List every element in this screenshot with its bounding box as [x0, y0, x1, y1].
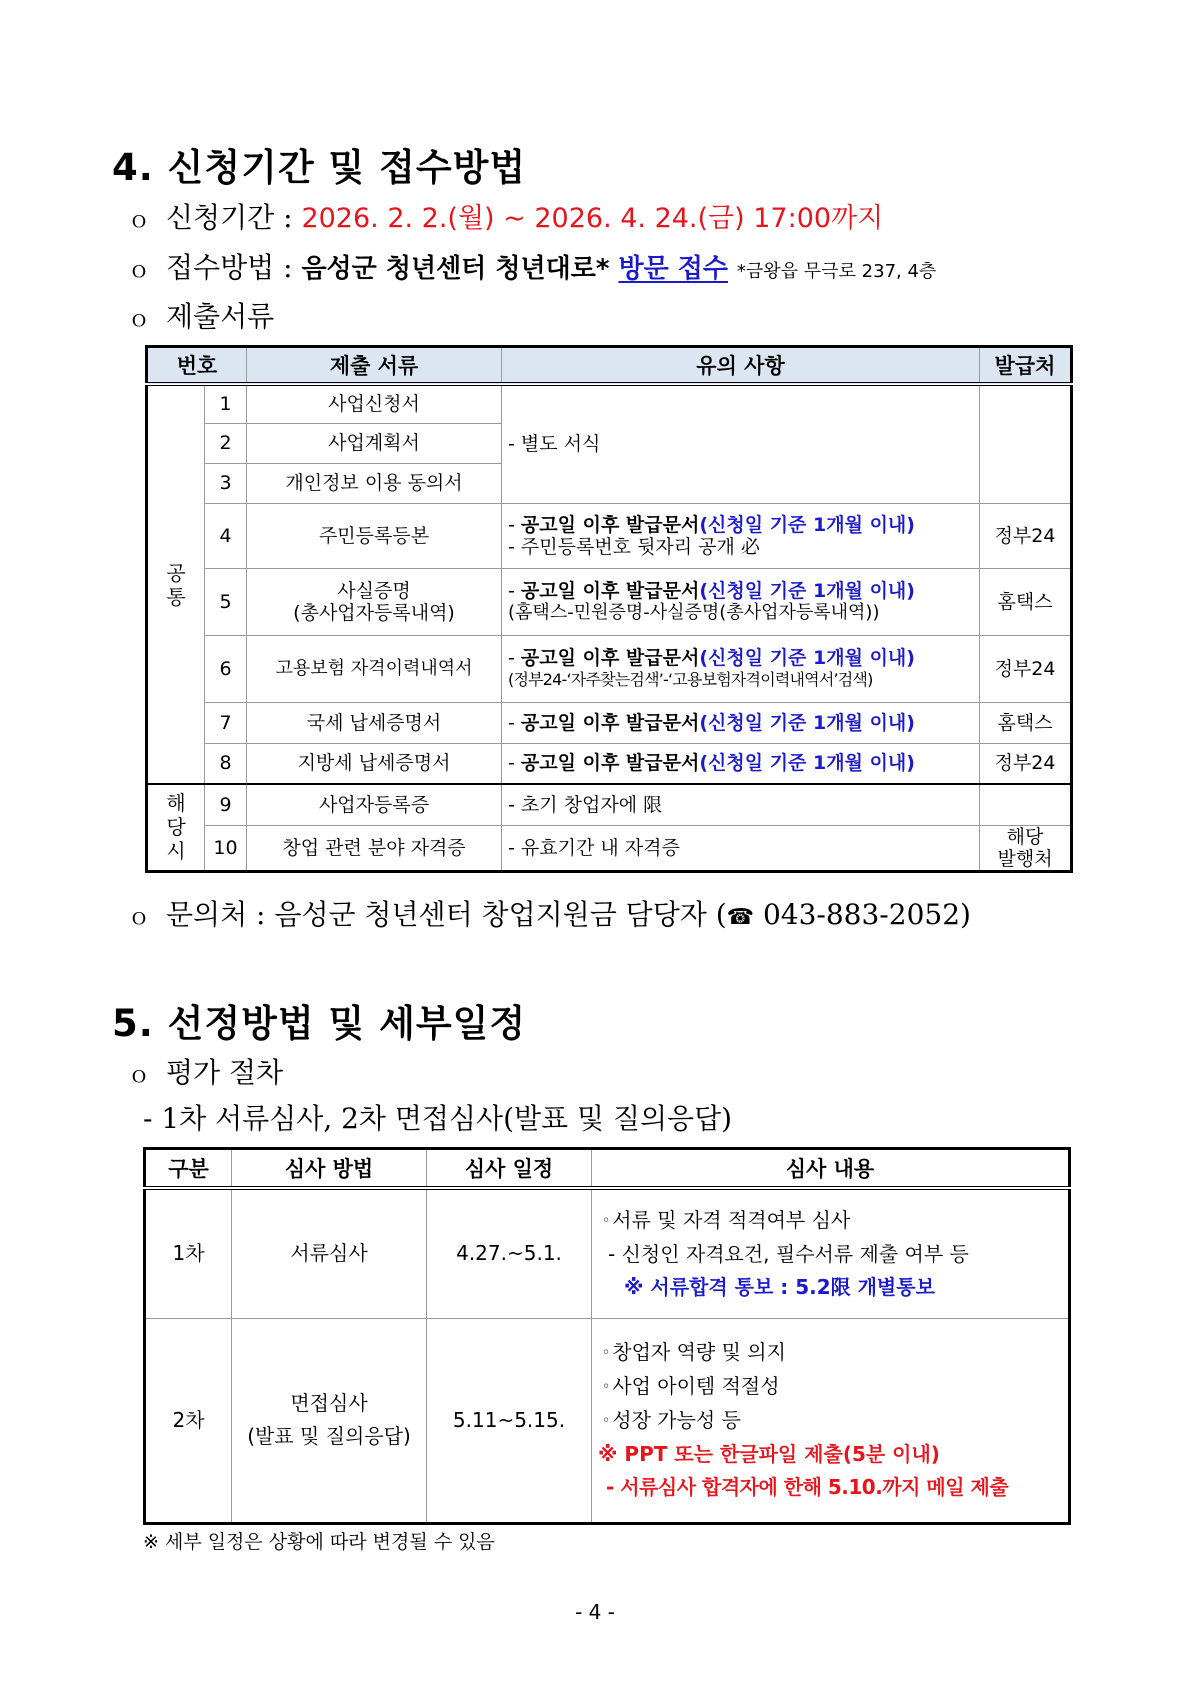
- bullet-icon: ｏ: [128, 1063, 151, 1088]
- method-way: 방문 접수: [618, 254, 728, 284]
- footnote: ※ 세부 일정은 상황에 따라 변경될 수 있음: [143, 1531, 495, 1553]
- stage: 1차: [145, 1188, 232, 1318]
- row-document: 지방세 납세증명서: [247, 743, 502, 784]
- row-number: 8: [205, 743, 247, 784]
- row-notes: - 공고일 이후 발급문서(신청일 기준 1개월 이내): [502, 702, 980, 743]
- table-row: [147, 384, 1072, 423]
- row-issuer: 정부24: [980, 635, 1072, 702]
- procedure-label: 평가 절차: [166, 1056, 284, 1089]
- row-issuer: 해당 발행처: [980, 825, 1072, 871]
- header-schedule: 심사 일정: [427, 1149, 592, 1189]
- content: ◦ 창업자 역량 및 의지 ◦ 사업 아이템 적절성 ◦ 성장 가능성 등 ※ PPT 또는 한글파일 제출(5분 이내) - 서류심사 합격자에 한해 5.10.까지 메일 제출: [592, 1318, 1070, 1523]
- method: 서류심사: [232, 1188, 427, 1318]
- header-notes: 유의 사항: [502, 347, 980, 385]
- table-row: [147, 568, 1072, 635]
- table-row: [147, 635, 1072, 702]
- submission-documents: [128, 295, 274, 335]
- contact-info: [128, 893, 971, 933]
- stage: 2차: [145, 1318, 232, 1523]
- bullet-icon: ｏ: [128, 307, 151, 332]
- group-applicable: 해당시: [147, 784, 205, 871]
- table-row: [147, 702, 1072, 743]
- row-number: 4: [205, 503, 247, 568]
- row-notes: - 공고일 이후 발급문서(신청일 기준 1개월 이내): [502, 743, 980, 784]
- table-row: [147, 743, 1072, 784]
- header-content: 심사 내용: [592, 1149, 1070, 1189]
- schedule: 4.27.~5.1.: [427, 1188, 592, 1318]
- row-number: 2: [205, 423, 247, 463]
- header-method: 심사 방법: [232, 1149, 427, 1189]
- row-issuer: 정부24: [980, 503, 1072, 568]
- diamond-bullet-icon: ◦: [602, 1413, 611, 1429]
- bullet-icon: ｏ: [128, 258, 151, 283]
- method: 면접심사 (발표 및 질의응답): [232, 1318, 427, 1523]
- application-period: [128, 196, 883, 236]
- row-notes: - 유효기간 내 자격증: [502, 825, 980, 871]
- row-number: 10: [205, 825, 247, 871]
- row-document: 개인정보 이용 동의서: [247, 463, 502, 503]
- group-common: 공통: [147, 384, 205, 784]
- reception-method: [128, 246, 936, 286]
- address-note: *금왕읍 무극로 237, 4층: [736, 261, 937, 282]
- row-notes: - 공고일 이후 발급문서(신청일 기준 1개월 이내) (정부24-‘자주찾는검색’-‘고용보험자격이력내역서’검색): [502, 635, 980, 702]
- table-header-row: [147, 347, 1072, 385]
- row-number: 6: [205, 635, 247, 702]
- row-issuer: 홈택스: [980, 568, 1072, 635]
- header-stage: 구분: [145, 1149, 232, 1189]
- row-document: 사업신청서: [247, 384, 502, 423]
- method-place: 음성군 청년센터 청년대로*: [301, 254, 619, 284]
- section4-title: 4. 신청기간 및 접수방법: [112, 146, 527, 189]
- row-notes: - 공고일 이후 발급문서(신청일 기준 1개월 이내) (홈택스-민원증명-사실증명(총사업자등록내역)): [502, 568, 980, 635]
- row-document: 창업 관련 분야 자격증: [247, 825, 502, 871]
- row-number: 9: [205, 784, 247, 825]
- diamond-bullet-icon: ◦: [602, 1379, 611, 1395]
- section5-title: 5. 선정방법 및 세부일정: [112, 1002, 527, 1045]
- table-row: [147, 503, 1072, 568]
- table-header-row: [145, 1149, 1070, 1189]
- row-document: 고용보험 자격이력내역서: [247, 635, 502, 702]
- bullet-icon: ｏ: [128, 905, 151, 930]
- row-number: 3: [205, 463, 247, 503]
- period-label: 신청기간 :: [166, 201, 302, 234]
- row-issuer: [980, 784, 1072, 825]
- row-notes: - 공고일 이후 발급문서(신청일 기준 1개월 이내) - 주민등록번호 뒷자리 공개 必: [502, 503, 980, 568]
- evaluation-table: [143, 1147, 1071, 1525]
- documents-label: 제출서류: [166, 300, 275, 333]
- documents-table: [145, 345, 1073, 873]
- content: ◦ 서류 및 자격 적격여부 심사 - 신청인 자격요건, 필수서류 제출 여부 등 ※ 서류합격 통보 : 5.2限 개별통보: [592, 1188, 1070, 1318]
- row-number: 7: [205, 702, 247, 743]
- procedure-detail: - 1차 서류심사, 2차 면접심사(발표 및 질의응답): [143, 1102, 733, 1135]
- row-issuer: [980, 384, 1072, 503]
- table-row: [147, 825, 1072, 871]
- schedule: 5.11~5.15.: [427, 1318, 592, 1523]
- row-document: 주민등록등본: [247, 503, 502, 568]
- method-label: 접수방법 :: [166, 251, 302, 284]
- row-number: 1: [205, 384, 247, 423]
- page-number: - 4 -: [575, 1600, 615, 1624]
- table-row: [145, 1318, 1070, 1523]
- row-notes: - 별도 서식: [502, 384, 980, 503]
- period-value: 2026. 2. 2.(월) ~ 2026. 4. 24.(금) 17:00까지: [301, 203, 884, 234]
- phone-icon: ☎: [726, 905, 755, 930]
- contact-label: 문의처 :: [166, 898, 275, 931]
- header-document: 제출 서류: [247, 347, 502, 385]
- row-document: 사실증명 (총사업자등록내역): [247, 568, 502, 635]
- bullet-icon: ｏ: [128, 208, 151, 233]
- header-number: 번호: [147, 347, 247, 385]
- row-document: 국세 납세증명서: [247, 702, 502, 743]
- row-document: 사업자등록증: [247, 784, 502, 825]
- table-row: [145, 1188, 1070, 1318]
- contact-value: 음성군 청년센터 창업지원금 담당자 (: [274, 898, 727, 931]
- diamond-bullet-icon: ◦: [602, 1345, 611, 1361]
- diamond-bullet-icon: ◦: [602, 1212, 611, 1229]
- row-issuer: 정부24: [980, 743, 1072, 784]
- contact-phone: 043-883-2052): [754, 898, 971, 931]
- table-row: [147, 784, 1072, 825]
- evaluation-procedure: [128, 1051, 283, 1091]
- header-issuer: 발급처: [980, 347, 1072, 385]
- row-notes: - 초기 창업자에 限: [502, 784, 980, 825]
- row-issuer: 홈택스: [980, 702, 1072, 743]
- row-document: 사업계획서: [247, 423, 502, 463]
- row-number: 5: [205, 568, 247, 635]
